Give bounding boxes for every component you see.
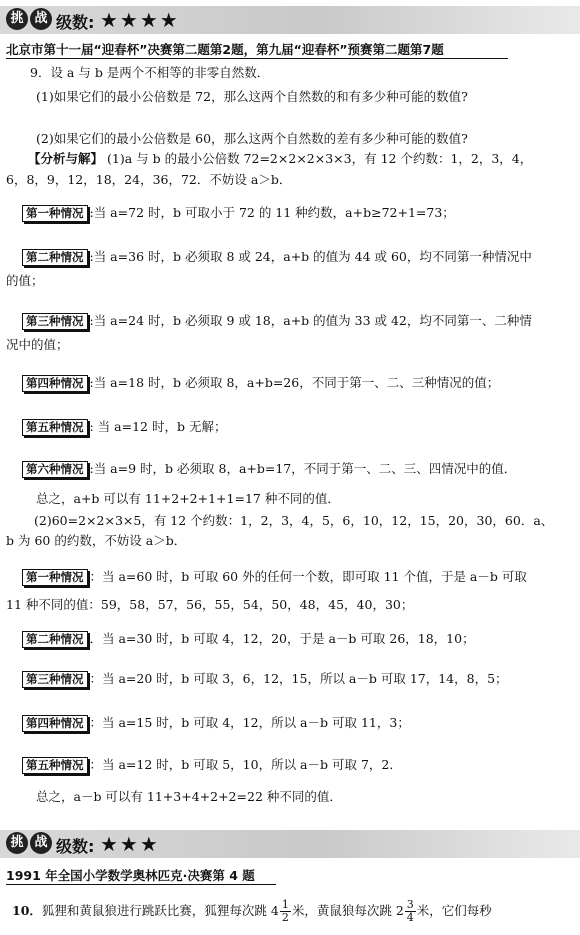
- case-label: 第三种情况: [22, 313, 88, 330]
- level-label: 级数:: [56, 837, 95, 856]
- case-label: 第五种情况: [22, 757, 88, 774]
- case-1-2: 第二种情况 :当 a=36 时，b 必须取 8 或 24，a+b 的值为 44 或 60，均不同第一种情况中: [22, 248, 532, 266]
- part-2-intro-cont: b 为 60 的约数，不妨设 a＞b．: [6, 533, 187, 548]
- case-label: 第二种情况: [22, 631, 88, 648]
- case-label: 第一种情况: [22, 205, 88, 222]
- case-label: 第六种情况: [22, 461, 88, 478]
- case-label: 第二种情况: [22, 249, 88, 266]
- case-2-5: 第五种情况 ：当 a=12 时，b 可取 5，10，所以 a－b 可取 7，2．: [22, 756, 402, 774]
- analysis-line-1: 【分析与解】 (1)a 与 b 的最小公倍数 72=2×2×2×3×3，有 12 个约数：1，2，3，4，: [28, 151, 533, 166]
- star-rating-icons: ★★★: [100, 832, 160, 856]
- summary-2: 总之，a－b 可以有 11+3+4+2+2=22 种不同的值．: [36, 789, 342, 804]
- star-rating-icons: ★★★★: [100, 8, 180, 32]
- case-label: 第三种情况: [22, 671, 88, 688]
- challenge-badge-1: 挑: [6, 8, 28, 30]
- fraction-three-quarters: $\frac{3}{4}$: [406, 898, 414, 924]
- case-2-2: 第二种情况 ．当 a=30 时，b 可取 4，12，20，于是 a－b 可取 26，18，10；: [22, 630, 475, 648]
- problem-9-question-2: (2)如果它们的最小公倍数是 60，那么这两个自然数的差有多少种可能的数值?: [36, 131, 468, 146]
- summary-1: 总之，a+b 可以有 11+2+2+1+1=17 种不同的值．: [36, 491, 340, 506]
- case-1-6: 第六种情况 :当 a=9 时，b 必须取 8，a+b=17，不同于第一、二、三、四情况中的值．: [22, 460, 516, 478]
- case-label: 第四种情况: [22, 375, 88, 392]
- case-1-3: 第三种情况 :当 a=24 时，b 必须取 9 或 18，a+b 的值为 33 或 42，均不同第一、二种情: [22, 312, 532, 330]
- challenge-badge-2: 战: [30, 832, 52, 854]
- case-2-4: 第四种情况 ：当 a=15 时，b 可取 4，12，所以 a－b 可取 11，3；: [22, 714, 410, 732]
- part-2-intro: (2)60=2×2×3×5，有 12 个约数：1，2，3，4，5，6，10，12，15，20，30，60．a、: [34, 513, 554, 528]
- level-label: 级数:: [56, 13, 95, 32]
- problem-number: 10．: [12, 903, 42, 918]
- source-underline-2: [6, 884, 276, 885]
- challenge-badge-2: 战: [30, 8, 52, 30]
- analysis-line-2: 6，8，9，12，18，24，36，72．不妨设 a＞b．: [6, 172, 292, 187]
- challenge-level-band-2: [0, 830, 580, 858]
- problem-9-question-1: (1)如果它们的最小公倍数是 72，那么这两个自然数的和有多少种可能的数值?: [36, 89, 468, 104]
- case-label: 第一种情况: [22, 569, 88, 586]
- case-2-3: 第三种情况 ：当 a=20 时，b 可取 3，6，12，15，所以 a－b 可取 17，14，8，5；: [22, 670, 508, 688]
- case-1-3-cont: 况中的值；: [6, 337, 69, 352]
- challenge-level-band: [0, 6, 580, 34]
- case-label: 第四种情况: [22, 715, 88, 732]
- case-1-2-cont: 的值；: [6, 273, 44, 288]
- case-2-1: 第一种情况 ：当 a=60 时，b 可取 60 外的任何一个数，即可取 11 个值，于是 a－b 可取: [22, 568, 527, 586]
- problem-source: 北京市第十一届“迎春杯”决赛第二题第2题，第九届“迎春杯”预赛第二题第7题: [6, 42, 444, 57]
- problem-10-statement: 10．狐狸和黄鼠狼进行跳跃比赛，狐狸每次跳 4 $\frac{1}{2}$ 米，黄鼠狼每次跳 2 $\frac{3}{4}$ 米，它们每秒: [12, 898, 492, 924]
- analysis-label: 【分析与解】: [28, 151, 104, 166]
- case-2-1-cont: 11 种不同的值：59，58，57，56，55，54，50，48，45，40，30；: [6, 597, 414, 612]
- case-1-4: 第四种情况 :当 a=18 时，b 必须取 8，a+b=26，不同于第一、二、三种情况的值；: [22, 374, 499, 392]
- problem-9-statement: 9．设 a 与 b 是两个不相等的非零自然数．: [30, 65, 270, 80]
- fraction-one-half: $\frac{1}{2}$: [281, 898, 289, 924]
- problem-source-2: 1991 年全国小学数学奥林匹克·决赛第 4 题: [6, 868, 255, 883]
- source-underline: [6, 58, 508, 59]
- challenge-badge-1: 挑: [6, 832, 28, 854]
- case-1-1: 第一种情况 :当 a=72 时，b 可取小于 72 的 11 种约数，a+b≥72+1=73；: [22, 204, 455, 222]
- case-1-5: 第五种情况 : 当 a=12 时，b 无解；: [22, 418, 226, 436]
- case-label: 第五种情况: [22, 419, 88, 436]
